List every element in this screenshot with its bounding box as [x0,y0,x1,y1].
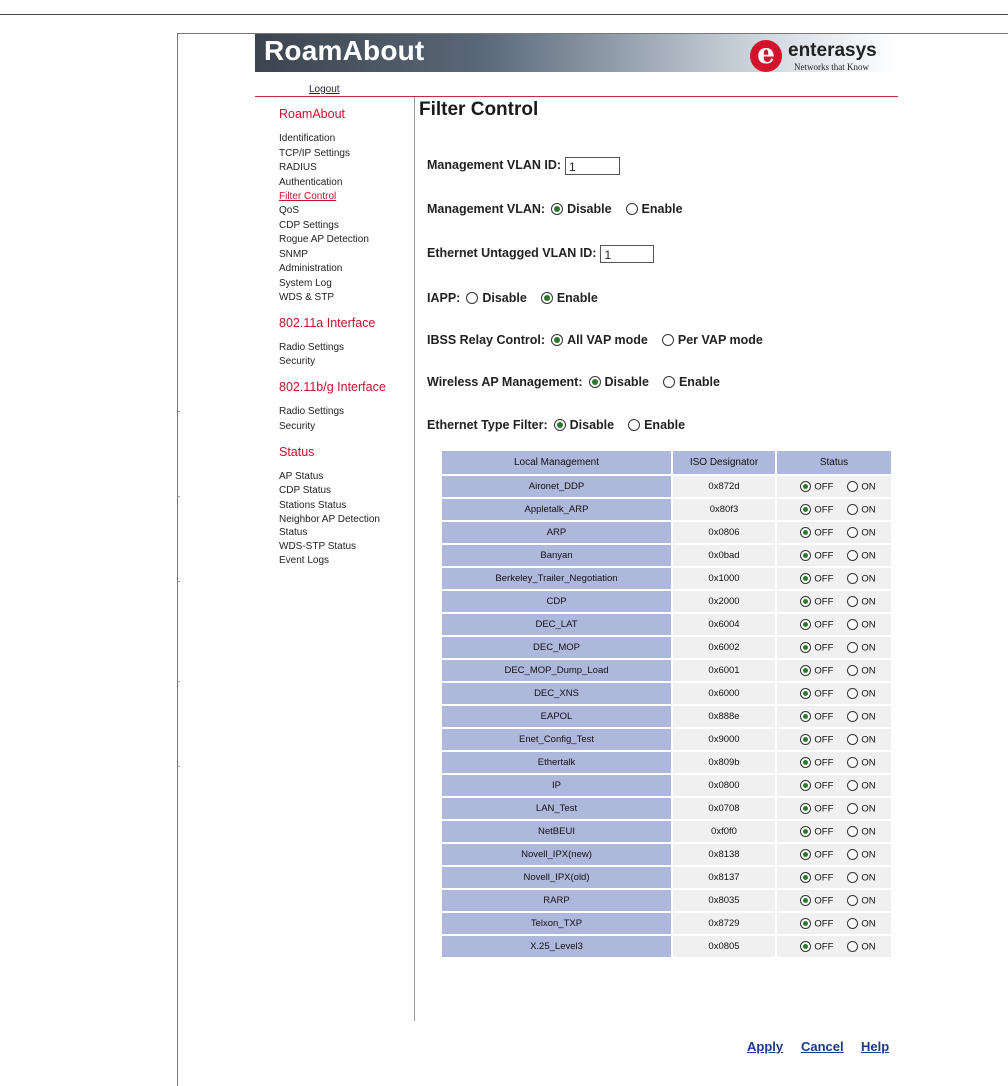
iso-designator: 0x0806 [673,522,775,543]
status-off-label: OFF [814,757,834,769]
sidebar-item-ap-status[interactable]: AP Status [279,471,324,482]
status-off-radio[interactable] [800,895,811,906]
sidebar-item-80211bg-security[interactable]: Security [279,421,316,432]
table-row [442,913,891,934]
eth-type-filter-disable-radio[interactable] [554,419,566,431]
status-off-radio[interactable] [800,849,811,860]
iapp-row [427,288,604,308]
status-on-radio[interactable] [847,550,858,561]
status-on-label: ON [861,826,876,838]
status-off-label: OFF [814,872,834,884]
status-off-radio[interactable] [800,527,811,538]
status-on-label: ON [861,918,876,930]
status-on-label: ON [861,872,876,884]
app-title: RoamAbout [264,35,425,66]
status-cell [777,499,891,520]
status-off-label: OFF [814,803,834,815]
status-on-radio[interactable] [847,711,858,722]
column-header-status: Status [777,451,891,474]
table-row [442,936,891,957]
iso-designator: 0x872d [673,476,775,497]
iapp-label: IAPP: [427,291,461,305]
status-off-label: OFF [814,642,834,654]
sidebar-item-identification[interactable]: Identification [279,133,336,144]
status-on-radio[interactable] [847,895,858,906]
status-off-radio[interactable] [800,918,811,929]
status-cell [777,729,891,750]
status-cell [777,706,891,727]
sidebar-item-neighbor-ap-detection-status[interactable]: Status [279,527,308,538]
ibss-per-vap-label: Per VAP mode [677,333,763,347]
brand-tagline: Networks that Know [794,62,869,72]
table-row [442,637,891,658]
status-off-radio[interactable] [800,550,811,561]
wireless-ap-mgmt-disable-label: Disable [604,375,649,389]
sidebar-item-cdp-status[interactable]: CDP Status [279,485,332,496]
status-on-label: ON [861,941,876,953]
sidebar-heading-roamabout: RoamAbout [279,107,346,121]
filter-name: X.25_Level3 [442,936,671,957]
status-on-radio[interactable] [847,757,858,768]
status-off-radio[interactable] [800,688,811,699]
status-cell [777,821,891,842]
status-on-label: ON [861,688,876,700]
status-off-label: OFF [814,527,834,539]
status-off-radio[interactable] [800,481,811,492]
status-on-radio[interactable] [847,527,858,538]
sidebar-item-80211a-radio-settings[interactable]: Radio Settings [279,342,345,353]
table-row [442,476,891,497]
status-cell [777,683,891,704]
iapp-enable-radio[interactable] [541,292,553,304]
status-on-radio[interactable] [847,826,858,837]
status-on-radio[interactable] [847,849,858,860]
status-on-radio[interactable] [847,642,858,653]
filter-name: LAN_Test [442,798,671,819]
status-cell [777,752,891,773]
status-on-label: ON [861,619,876,631]
status-off-radio[interactable] [800,941,811,952]
mgmt-vlan-row [427,199,689,219]
enterasys-logo-icon: e [750,40,782,72]
top-rule [0,14,1008,15]
table-row [442,522,891,543]
sidebar-item-wds-stp-status[interactable]: WDS-STP Status [279,541,357,552]
status-cell [777,545,891,566]
status-off-radio[interactable] [800,757,811,768]
status-on-radio[interactable] [847,573,858,584]
status-cell [777,867,891,888]
status-off-label: OFF [814,550,834,562]
status-off-label: OFF [814,481,834,493]
status-off-radio[interactable] [800,711,811,722]
help-button[interactable]: Help [861,1039,890,1054]
filter-name: Appletalk_ARP [442,499,671,520]
eth-type-filter-disable-label: Disable [569,418,615,432]
sidebar-divider [414,97,415,1021]
filter-name: Aironet_DDP [442,476,671,497]
sidebar-item-authentication[interactable]: Authentication [279,177,343,188]
iso-designator: 0x6002 [673,637,775,658]
sidebar-heading-80211a: 802.11a Interface [279,316,376,330]
status-on-label: ON [861,550,876,562]
table-row [442,706,891,727]
filter-name: EAPOL [442,706,671,727]
logout-link[interactable]: Logout [309,84,340,95]
iso-designator: 0x9000 [673,729,775,750]
iso-designator: 0xf0f0 [673,821,775,842]
iso-designator: 0x888e [673,706,775,727]
status-on-label: ON [861,596,876,608]
filter-name: DEC_XNS [442,683,671,704]
filter-name: Berkeley_Trailer_Negotiation [442,568,671,589]
filter-name: IP [442,775,671,796]
status-off-radio[interactable] [800,665,811,676]
filter-name: DEC_MOP_Dump_Load [442,660,671,681]
eth-untagged-vlan-row [427,243,654,263]
status-off-label: OFF [814,504,834,516]
status-on-label: ON [861,642,876,654]
status-cell [777,890,891,911]
table-row [442,844,891,865]
filter-name: Banyan [442,545,671,566]
iapp-disable-label: Disable [482,291,527,305]
status-on-label: ON [861,780,876,792]
apply-button[interactable]: Apply [747,1039,784,1054]
sidebar-item-system-log[interactable]: System Log [279,278,332,289]
table-body [442,476,891,957]
eth-type-filter-label: Ethernet Type Filter: [427,418,548,432]
eth-type-filter-row [427,415,691,435]
mgmt-vlan-id-row [427,155,620,175]
filter-name: CDP [442,591,671,612]
status-off-radio[interactable] [800,803,811,814]
status-on-radio[interactable] [847,803,858,814]
status-on-label: ON [861,711,876,723]
filter-name: RARP [442,890,671,911]
status-cell [777,637,891,658]
iso-designator: 0x0805 [673,936,775,957]
table-row [442,568,891,589]
sidebar-item-administration[interactable]: Administration [279,263,343,274]
sidebar-heading-status: Status [279,445,315,459]
mgmt-vlan-disable-label: Disable [567,202,612,216]
filter-name: DEC_LAT [442,614,671,635]
status-off-radio[interactable] [800,504,811,515]
status-on-radio[interactable] [847,596,858,607]
ibss-per-vap-radio[interactable] [662,334,674,346]
iso-designator: 0x8137 [673,867,775,888]
page-title: Filter Control [419,99,539,120]
status-on-radio[interactable] [847,688,858,699]
status-cell [777,591,891,612]
iapp-disable-radio[interactable] [466,292,478,304]
ibss-all-vap-radio[interactable] [551,334,563,346]
status-cell [777,798,891,819]
iso-designator: 0x6000 [673,683,775,704]
sidebar-item-80211bg-radio-settings[interactable]: Radio Settings [279,406,345,417]
status-cell [777,775,891,796]
status-off-label: OFF [814,941,834,953]
status-on-label: ON [861,849,876,861]
status-off-radio[interactable] [800,734,811,745]
status-on-label: ON [861,895,876,907]
status-off-label: OFF [814,596,834,608]
mgmt-vlan-enable-radio[interactable] [626,203,638,215]
filter-name: ARP [442,522,671,543]
sidebar-item-rogue-ap-detection[interactable]: Rogue AP Detection [279,234,369,245]
iso-designator: 0x8035 [673,890,775,911]
status-off-label: OFF [814,665,834,677]
table-row [442,729,891,750]
status-cell [777,936,891,957]
status-cell [777,568,891,589]
table-row [442,867,891,888]
status-off-radio[interactable] [800,642,811,653]
status-cell [777,522,891,543]
table-row [442,660,891,681]
eth-type-filter-enable-radio[interactable] [628,419,640,431]
status-cell [777,844,891,865]
mgmt-vlan-disable-radio[interactable] [551,203,563,215]
status-off-label: OFF [814,711,834,723]
wireless-ap-mgmt-row [427,372,726,392]
sidebar-item-snmp[interactable]: SNMP [279,249,308,260]
table-row [442,798,891,819]
table-row [442,614,891,635]
status-cell [777,476,891,497]
status-cell [777,614,891,635]
sidebar-item-filter-control[interactable]: Filter Control [279,191,337,202]
filter-name: Enet_Config_Test [442,729,671,750]
iso-designator: 0x0708 [673,798,775,819]
eth-type-filter-enable-label: Enable [644,418,686,432]
status-off-label: OFF [814,826,834,838]
status-off-label: OFF [814,895,834,907]
sidebar-heading-80211bg: 802.11b/g Interface [279,380,386,394]
status-off-label: OFF [814,688,834,700]
ibss-relay-row [427,330,769,350]
status-on-label: ON [861,481,876,493]
status-on-label: ON [861,757,876,769]
sidebar-item-cdp-settings[interactable]: CDP Settings [279,220,339,231]
status-off-label: OFF [814,734,834,746]
status-off-label: OFF [814,780,834,792]
status-on-radio[interactable] [847,504,858,515]
iso-designator: 0x809b [673,752,775,773]
status-cell [777,913,891,934]
sidebar-item-radius[interactable]: RADIUS [279,162,317,173]
status-off-radio[interactable] [800,573,811,584]
table-row [442,591,891,612]
table-row [442,821,891,842]
filter-name: NetBEUI [442,821,671,842]
status-on-radio[interactable] [847,481,858,492]
sidebar-item-qos[interactable]: QoS [279,205,300,216]
sidebar-item-tcpip-settings[interactable]: TCP/IP Settings [279,148,350,159]
status-on-radio[interactable] [847,734,858,745]
table-header-row [442,451,891,474]
iso-designator: 0x8138 [673,844,775,865]
status-on-radio[interactable] [847,780,858,791]
column-header-iso-designator: ISO Designator [673,451,775,474]
status-on-label: ON [861,665,876,677]
eth-untagged-vlan-id-input[interactable]: 1 [600,245,654,263]
mgmt-vlan-id-input[interactable]: 1 [565,157,620,175]
header-banner [255,34,898,72]
filter-name: Novell_IPX(old) [442,867,671,888]
status-off-radio[interactable] [800,780,811,791]
status-off-label: OFF [814,918,834,930]
status-on-radio[interactable] [847,872,858,883]
status-off-radio[interactable] [800,826,811,837]
cancel-button[interactable]: Cancel [801,1039,844,1054]
wireless-ap-mgmt-label: Wireless AP Management: [427,375,583,389]
wireless-ap-mgmt-enable-radio[interactable] [663,376,675,388]
sidebar-item-neighbor-ap-detection[interactable]: Neighbor AP Detection [279,514,380,525]
table-row [442,752,891,773]
wireless-ap-mgmt-disable-radio[interactable] [589,376,601,388]
filter-name: Novell_IPX(new) [442,844,671,865]
ethertype-filter-table [440,449,893,959]
table-row [442,499,891,520]
wireless-ap-mgmt-enable-label: Enable [678,375,720,389]
status-off-radio[interactable] [800,596,811,607]
status-off-label: OFF [814,573,834,585]
filter-name: Telxon_TXP [442,913,671,934]
status-on-label: ON [861,803,876,815]
table-row [442,775,891,796]
mgmt-vlan-label: Management VLAN: [427,202,546,216]
sidebar-item-event-logs[interactable]: Event Logs [279,555,330,566]
sidebar-item-stations-status[interactable]: Stations Status [279,500,347,511]
iso-designator: 0x80f3 [673,499,775,520]
status-on-label: ON [861,504,876,516]
status-on-label: ON [861,573,876,585]
status-on-radio[interactable] [847,918,858,929]
table-row [442,890,891,911]
column-header-local-management: Local Management [442,451,671,474]
iso-designator: 0x0800 [673,775,775,796]
filter-name: DEC_MOP [442,637,671,658]
table-row [442,545,891,566]
brand-logo [750,37,895,72]
table-row [442,683,891,704]
status-on-radio[interactable] [847,941,858,952]
mgmt-vlan-id-label: Management VLAN ID: [427,158,562,172]
status-off-radio[interactable] [800,619,811,630]
brand-name: enterasys [788,40,877,61]
status-on-label: ON [861,527,876,539]
iso-designator: 0x8729 [673,913,775,934]
iso-designator: 0x6004 [673,614,775,635]
iso-designator: 0x0bad [673,545,775,566]
sidebar-item-80211a-security[interactable]: Security [279,356,316,367]
sidebar-item-wds-stp[interactable]: WDS & STP [279,292,335,303]
mgmt-vlan-enable-label: Enable [641,202,683,216]
status-on-label: ON [861,734,876,746]
iso-designator: 0x2000 [673,591,775,612]
status-on-radio[interactable] [847,619,858,630]
status-off-label: OFF [814,619,834,631]
status-on-radio[interactable] [847,665,858,676]
iapp-enable-label: Enable [556,291,598,305]
ibss-all-vap-label: All VAP mode [567,333,648,347]
ibss-relay-label: IBSS Relay Control: [427,333,546,347]
filter-name: Ethertalk [442,752,671,773]
iso-designator: 0x1000 [673,568,775,589]
status-off-radio[interactable] [800,872,811,883]
status-off-label: OFF [814,849,834,861]
eth-untagged-vlan-id-label: Ethernet Untagged VLAN ID: [427,246,597,260]
iso-designator: 0x6001 [673,660,775,681]
status-cell [777,660,891,681]
